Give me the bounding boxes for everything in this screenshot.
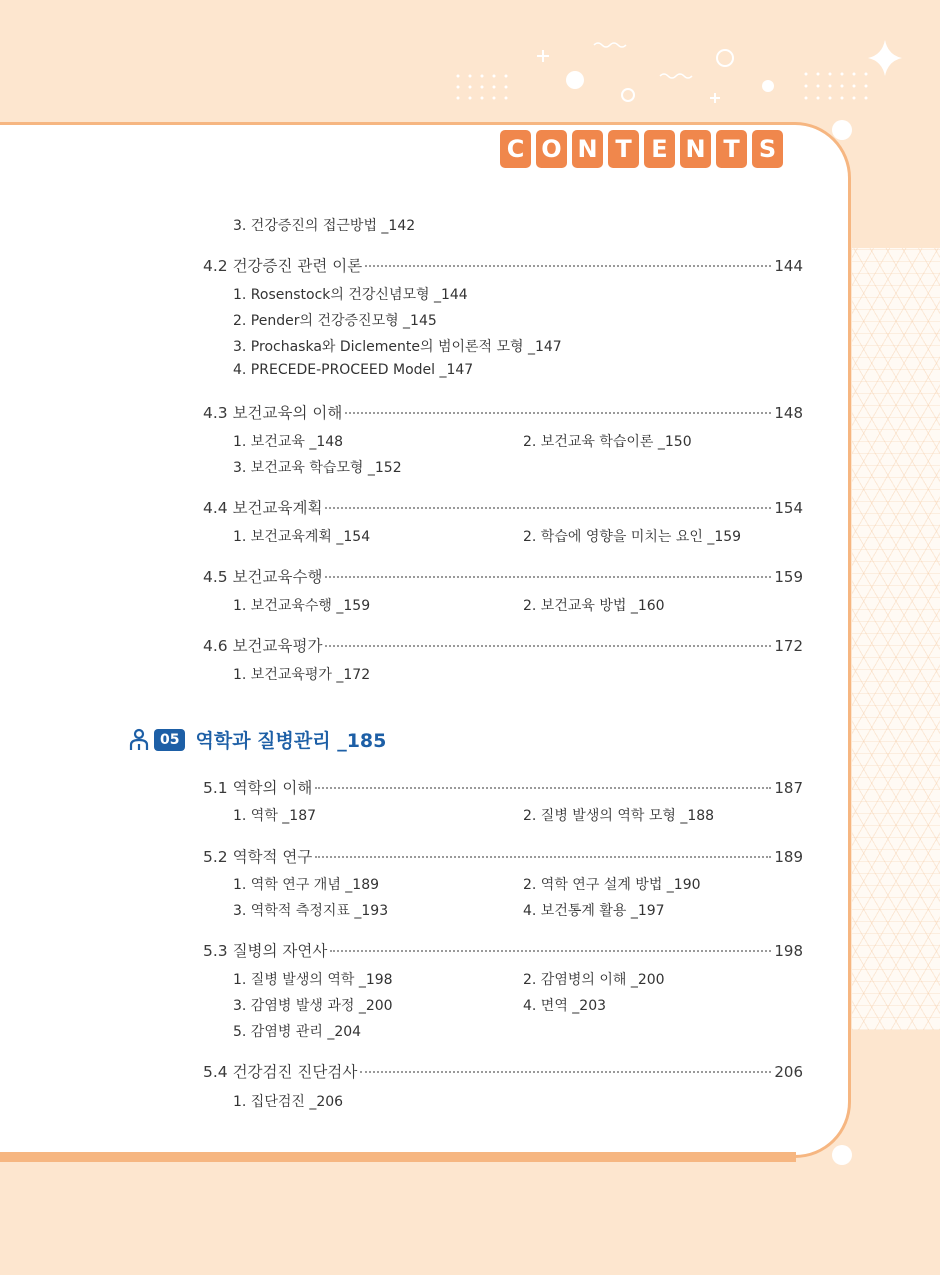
toc-subitem[interactable]: 1. 역학 연구 개념 _189	[233, 877, 380, 893]
toc-subitem[interactable]: 2. 역학 연구 설계 방법 _190	[523, 877, 701, 893]
circle-decoration-icon	[762, 80, 774, 92]
section-page: 189	[774, 848, 803, 866]
toc-subitem[interactable]: 1. 보건교육계획 _154	[233, 529, 371, 545]
dot-leader	[325, 645, 771, 647]
toc-section-5-3[interactable]	[203, 939, 803, 961]
person-icon	[128, 728, 150, 752]
toc-subitem[interactable]: 3. Prochaska와 Diclemente의 범이론적 모형 _147	[233, 339, 562, 355]
toc-subitem[interactable]: 1. 역학 _187	[233, 808, 317, 824]
section-title: 5.3 질병의 자연사	[203, 942, 328, 960]
section-page: 206	[774, 1063, 803, 1081]
toc-subitem[interactable]: 4. PRECEDE-PROCEED Model _147	[233, 362, 474, 378]
toc-subitem[interactable]: 4. 면역 _203	[523, 998, 607, 1014]
toc-subitem[interactable]: 1. 보건교육 _148	[233, 434, 344, 450]
toc-subitem[interactable]: 1. Rosenstock의 건강신념모형 _144	[233, 287, 468, 303]
toc-subitem[interactable]: 3. 감염병 발생 과정 _200	[233, 998, 393, 1014]
toc-subitem[interactable]: 1. 보건교육수행 _159	[233, 598, 371, 614]
toc-subitem[interactable]: 1. 집단검진 _206	[233, 1094, 344, 1110]
plus-decoration-icon	[537, 50, 720, 103]
section-title: 5.4 건강검진 진단검사	[203, 1063, 358, 1081]
toc-subitem[interactable]: 2. 보건교육 학습이론 _150	[523, 434, 692, 450]
contents-letter: E	[644, 130, 675, 168]
circle-decoration-icon	[566, 71, 584, 89]
toc-subitem[interactable]: 2. 감염병의 이해 _200	[523, 972, 665, 988]
contents-letter: C	[500, 130, 531, 168]
contents-letter: T	[608, 130, 639, 168]
toc-subitem[interactable]: 5. 감염병 관리 _204	[233, 1024, 362, 1040]
toc-subitem[interactable]: 4. 보건통계 활용 _197	[523, 903, 665, 919]
section-title: 4.3 보건교육의 이해	[203, 404, 343, 422]
section-title: 4.2 건강증진 관련 이론	[203, 257, 363, 275]
section-title: 4.5 보건교육수행	[203, 568, 323, 586]
toc-subitem[interactable]: 2. 학습에 영향을 미치는 요인 _159	[523, 529, 742, 545]
section-page: 187	[774, 779, 803, 797]
section-page: 198	[774, 942, 803, 960]
section-page: 154	[774, 499, 803, 517]
dot-leader	[315, 856, 771, 858]
toc-subitem[interactable]: 3. 건강증진의 접근방법 _142	[233, 218, 416, 234]
circle-decoration-icon	[832, 1145, 852, 1165]
toc-subitem[interactable]: 1. 보건교육평가 _172	[233, 667, 371, 683]
contents-letter: O	[536, 130, 567, 168]
chapter-number: 05	[154, 729, 185, 751]
toc-subitem[interactable]: 2. Pender의 건강증진모형 _145	[233, 313, 437, 329]
toc-section-5-4[interactable]	[203, 1060, 803, 1082]
dot-grid-decoration	[457, 73, 868, 100]
circle-decoration-icon	[832, 120, 852, 140]
contents-letter: S	[752, 130, 783, 168]
contents-letter: N	[572, 130, 603, 168]
dot-leader	[345, 412, 771, 414]
dot-leader	[315, 787, 771, 789]
toc-subitem[interactable]: 3. 역학적 측정지표 _193	[233, 903, 389, 919]
toc-section-5-1[interactable]	[203, 776, 803, 798]
toc-subitem[interactable]: 2. 질병 발생의 역학 모형 _188	[523, 808, 715, 824]
toc-subitem[interactable]: 1. 질병 발생의 역학 _198	[233, 972, 393, 988]
ring-decoration-icon	[717, 50, 733, 66]
toc-section-4-2[interactable]	[203, 254, 803, 276]
toc-section-4-5[interactable]	[203, 565, 803, 587]
chapter-heading[interactable]	[128, 726, 386, 753]
section-title: 4.6 보건교육평가	[203, 637, 323, 655]
ring-decoration-icon	[622, 89, 634, 101]
section-page: 172	[774, 637, 803, 655]
toc-section-4-3[interactable]	[203, 401, 803, 423]
sparkle-icon	[868, 40, 902, 76]
toc-section-4-4[interactable]	[203, 496, 803, 518]
contents-letter: N	[680, 130, 711, 168]
bottom-bar	[0, 1152, 796, 1162]
chapter-title: 역학과 질병관리 _185	[195, 730, 387, 752]
toc-subitem[interactable]: 2. 보건교육 방법 _160	[523, 598, 665, 614]
dot-leader	[325, 576, 771, 578]
contents-title	[500, 130, 783, 168]
dot-leader	[325, 507, 771, 509]
wave-decoration-icon	[594, 43, 626, 47]
section-title: 5.2 역학적 연구	[203, 848, 313, 866]
dot-leader	[365, 265, 771, 267]
wave-decoration-icon	[660, 74, 692, 78]
section-page: 148	[774, 404, 803, 422]
dot-leader	[330, 950, 771, 952]
toc-section-5-2[interactable]	[203, 845, 803, 867]
section-page: 144	[774, 257, 803, 275]
section-title: 4.4 보건교육계획	[203, 499, 323, 517]
toc-subitem[interactable]: 3. 보건교육 학습모형 _152	[233, 460, 402, 476]
section-title: 5.1 역학의 이해	[203, 779, 313, 797]
section-page: 159	[774, 568, 803, 586]
contents-letter: T	[716, 130, 747, 168]
dot-leader	[360, 1071, 771, 1073]
toc-section-4-6[interactable]	[203, 634, 803, 656]
